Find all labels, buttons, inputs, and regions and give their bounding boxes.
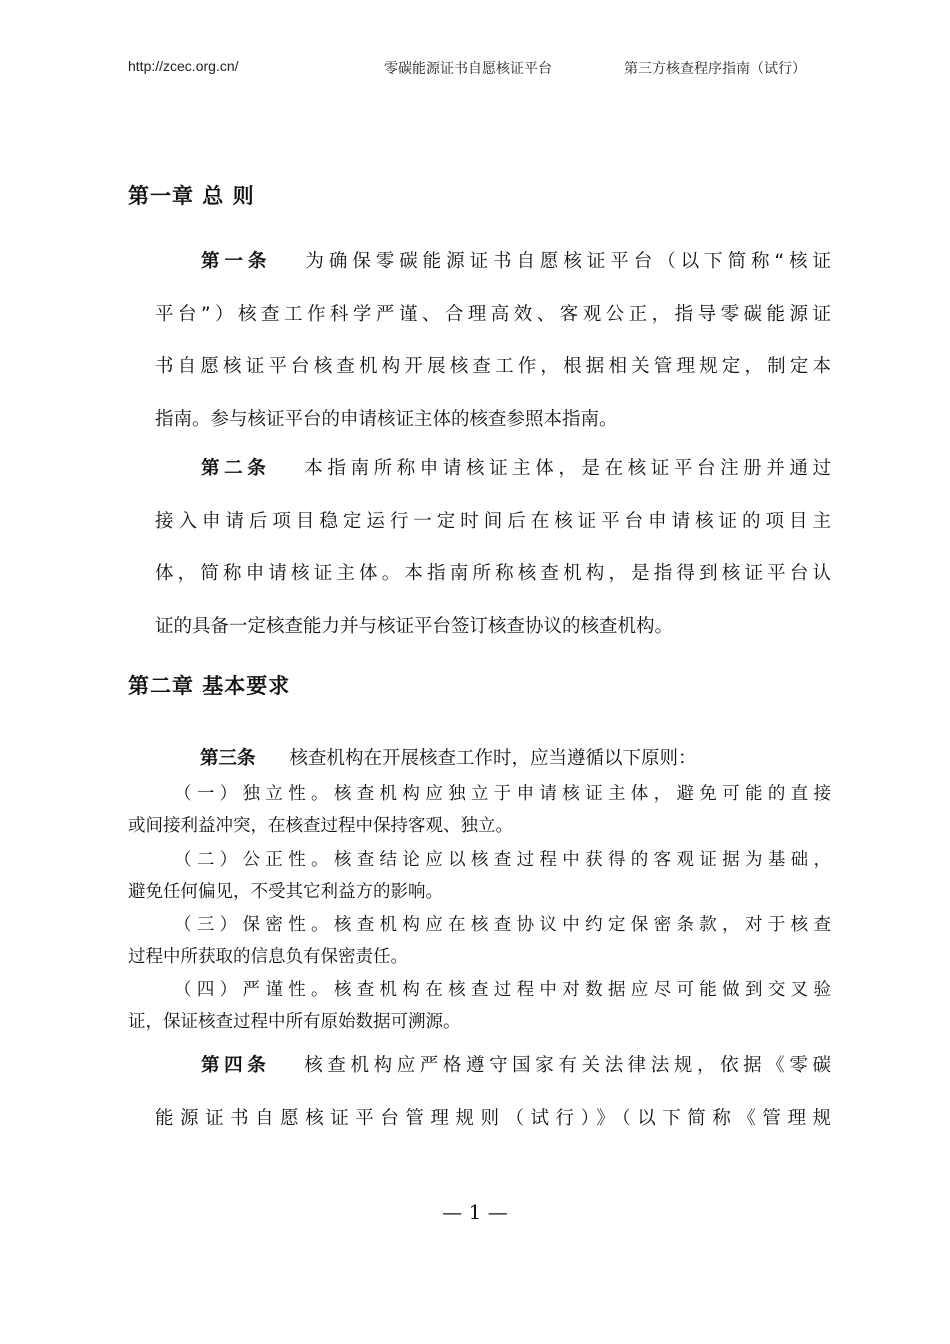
article-3-heading xyxy=(200,744,697,770)
article-3-label: 第三条 xyxy=(200,748,256,769)
principle-item: （二）公正性。核查结论应以核查过程中获得的客观证据为基础， 避免任何偏见，不受其它利益方的影响。 xyxy=(128,850,831,902)
principle-item: （一）独立性。核查机构应独立于申请核证主体，避免可能的直接 或间接利益冲突，在核查过程中保持客观、独立。 xyxy=(128,784,831,836)
principle-item: （四）严谨性。核查机构在核查过程中对数据应尽可能做到交叉验 证，保证核查过程中所有原始数据可溯源。 xyxy=(128,980,831,1032)
page-number: — 1 — xyxy=(442,1200,508,1224)
principle-item: （三）保密性。核查机构应在核查协议中约定保密条款，对于核查 过程中所获取的信息负有保密责任。 xyxy=(128,915,831,967)
article-2-line-1: 第二条 本指南所称申请核证主体，是在核证平台注册并通过 xyxy=(201,458,831,479)
article-1-line-4: 指南。参与核证平台的申请核证主体的核查参照本指南。 xyxy=(155,408,618,430)
article-1 xyxy=(155,236,831,446)
page-header xyxy=(128,58,838,80)
article-1-line-2: 平台”）核查工作科学严谨、合理高效、客观公正，指导零碳能源证 xyxy=(155,303,831,325)
header-url[interactable]: http://zcec.org.cn/ xyxy=(128,58,239,74)
article-4-line-1: 第四条 核查机构应严格遵守国家有关法律法规，依据《零碳 xyxy=(201,1055,831,1076)
chapter-2-title: 第二章 基本要求 xyxy=(128,674,291,698)
article-1-line-3: 书自愿核证平台核查机构开展核查工作，根据相关管理规定，制定本 xyxy=(155,356,831,377)
article-1-line-1: 第一条 为确保零碳能源证书自愿核证平台（以下简称“核证 xyxy=(201,251,831,272)
article-1-label: 第一条 xyxy=(201,251,272,272)
article-4-label: 第四条 xyxy=(201,1055,271,1076)
article-2-line-3: 体，简称申请核证主体。本指南所称核查机构，是指得到核证平台认 xyxy=(155,563,831,584)
article-3-intro: 核查机构在开展核查工作时，应当遵循以下原则： xyxy=(289,748,697,769)
chapter-1-title: 第一章 总 则 xyxy=(128,184,255,208)
article-4 xyxy=(155,1040,831,1145)
article-4-line-2: 能源证书自愿核证平台管理规则（试行）》（以下简称《管理规 xyxy=(155,1107,831,1129)
article-2-label: 第二条 xyxy=(201,458,271,479)
article-2-line-4: 证的具备一定核查能力并与核证平台签订核查协议的核查机构。 xyxy=(155,615,674,637)
article-2-line-2: 接入申请后项目稳定运行一定时间后在核证平台申请核证的项目主 xyxy=(155,510,831,532)
header-document-title: 第三方核查程序指南（试行） xyxy=(624,61,806,77)
article-2 xyxy=(155,443,831,653)
header-platform-name: 零碳能源证书自愿核证平台 xyxy=(384,61,552,77)
